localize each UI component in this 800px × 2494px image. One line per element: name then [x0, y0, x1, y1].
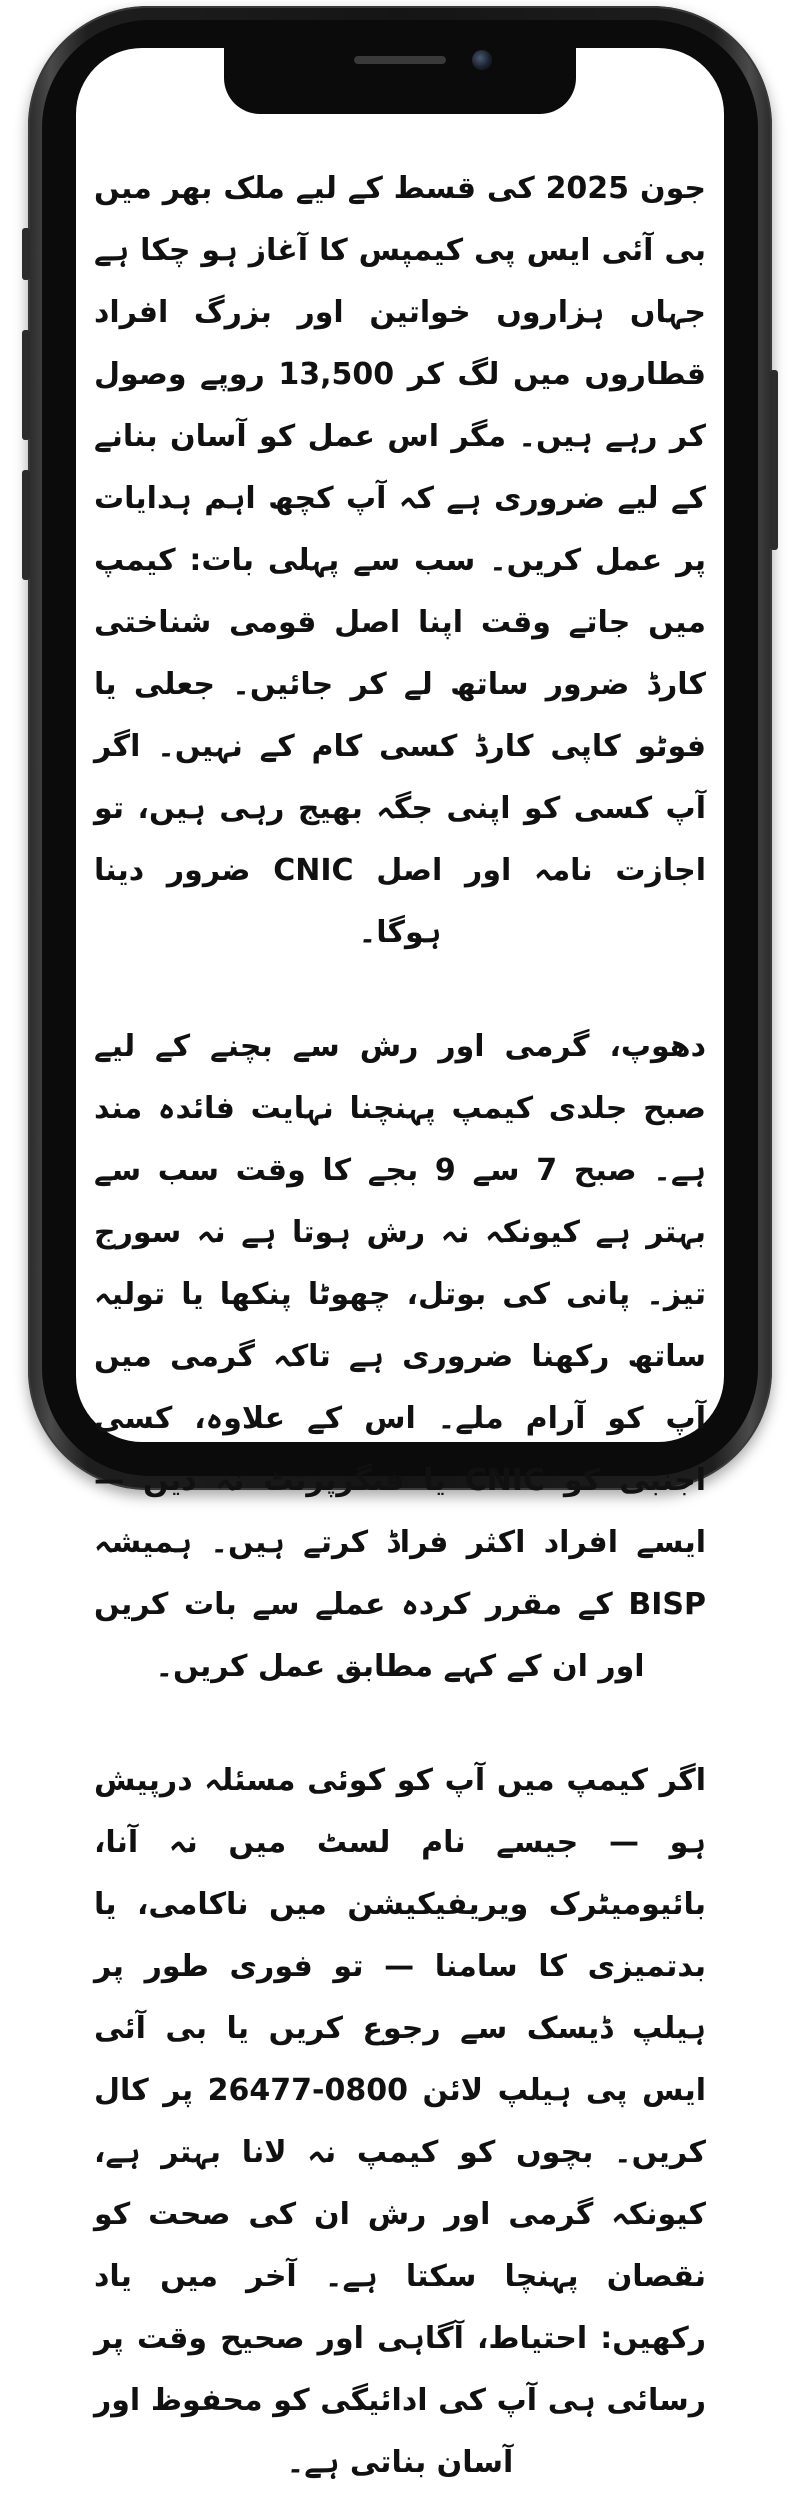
article-paragraph-1: جون 2025 کی قسط کے لیے ملک بھر میں بی آئی ایس پی کیمپس کا آغاز ہو چکا ہے جہاں ہزاروں خواتین اور بزرگ افراد قطاروں میں لگ کر 13,500 روپے وصول کر رہے ہیں۔ مگر اس عمل کو آسان بنانے کے لیے ضروری ہے کہ آپ کچھ اہم ہدایات پر عمل کریں۔ سب سے پہلی بات: کیمپ میں جاتے وقت اپنا اصل قومی شناختی کارڈ ضرور ساتھ لے کر جائیں۔ جعلی یا فوٹو کاپی کارڈ کسی کام کے نہیں۔ اگر آپ کسی کو اپنی جگہ بھیج رہی ہیں، تو اجازت نامہ اور اصل CNIC ضرور دینا ہوگا۔	[94, 171, 706, 950]
front-camera-icon	[472, 50, 492, 70]
power-button	[770, 370, 778, 550]
silent-switch	[22, 228, 30, 280]
speaker-grille	[354, 56, 446, 64]
volume-up-button	[22, 330, 30, 440]
article-paragraph-2: دھوپ، گرمی اور رش سے بچنے کے لیے صبح جلدی کیمپ پہنچنا نہایت فائدہ مند ہے۔ صبح 7 سے 9 بجے کا وقت سب سے بہتر ہے کیونکہ نہ رش ہوتا ہے نہ سورج تیز۔ پانی کی بوتل، چھوٹا پنکھا یا تولیہ ساتھ رکھنا ضروری ہے تاکہ گرمی میں آپ کو آرام ملے۔ اس کے علاوہ، کسی اجنبی کو CNIC یا فنگرپرنٹ نہ دیں — ایسے افراد اکثر فراڈ کرتے ہیں۔ ہمیشہ BISP کے مقرر کردہ عملے سے بات کریں اور ان کے کہے مطابق عمل کریں۔	[94, 1029, 707, 1684]
article-body	[94, 158, 706, 2494]
phone-notch	[224, 42, 576, 114]
volume-down-button	[22, 470, 30, 580]
phone-screen	[76, 48, 724, 2480]
article-paragraph-3: اگر کیمپ میں آپ کو کوئی مسئلہ درپیش ہو — جیسے نام لسٹ میں نہ آنا، بائیومیٹرک ویریفیکیشن میں ناکامی، یا بدتمیزی کا سامنا — تو فوری طور پر ہیلپ ڈیسک سے رجوع کریں یا بی آئی ایس پی ہیلپ لائن 0800-26477 پر کال کریں۔ بچوں کو کیمپ نہ لانا بہتر ہے، کیونکہ گرمی اور رش ان کی صحت کو نقصان پہنچا سکتا ہے۔ آخر میں یاد رکھیں: احتیاط، آگاہی اور صحیح وقت پر رسائی ہی آپ کی ادائیگی کو محفوظ اور آسان بناتی ہے۔	[94, 1763, 706, 2480]
